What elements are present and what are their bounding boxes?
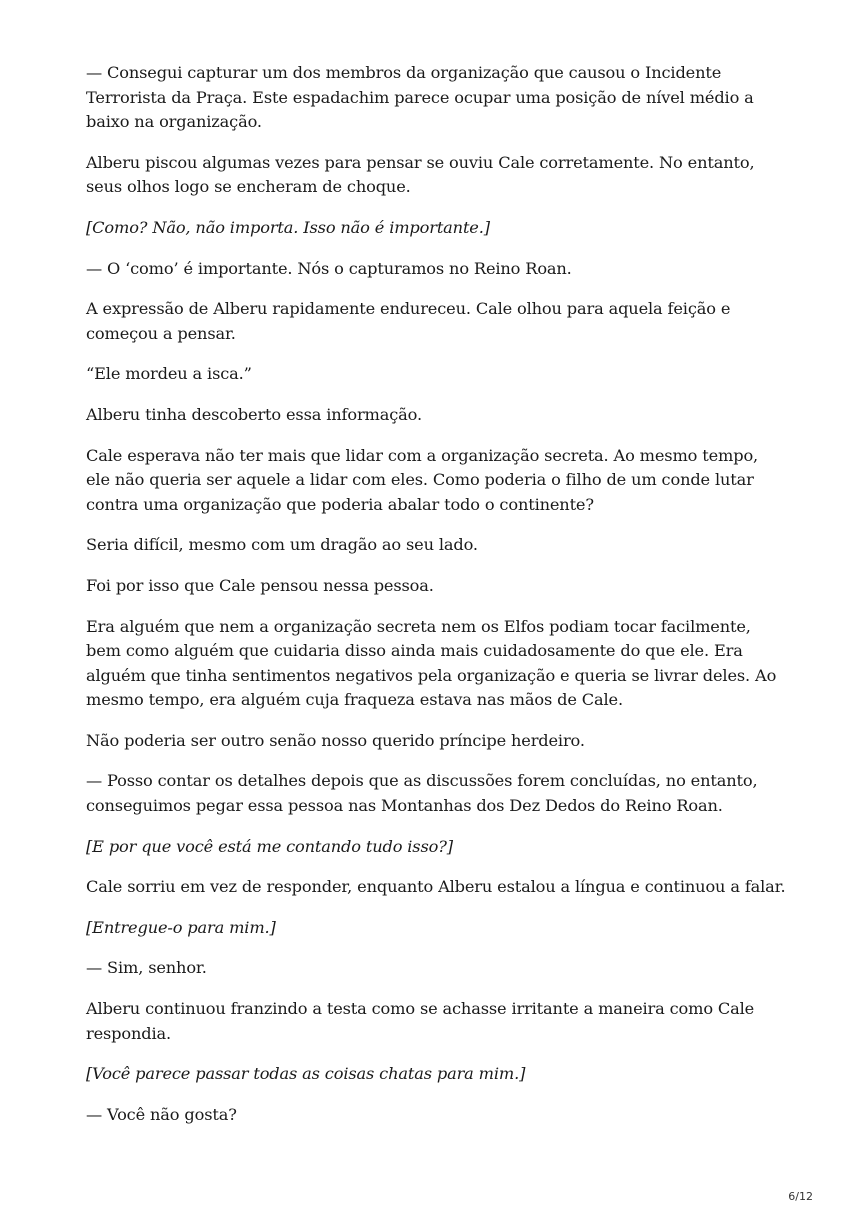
paragraph-13: — Posso contar os detalhes depois que as discussões forem concluídas, no entanto, conseguimos pegar essa pessoa nas Montanhas dos Dez Dedos do Reino Roan. <box>86 771 758 816</box>
paragraph-15: Cale sorriu em vez de responder, enquanto Alberu estalou a língua e continuou a falar. <box>86 877 786 897</box>
paragraph-12: Não poderia ser outro senão nosso querido príncipe herdeiro. <box>86 730 585 750</box>
paragraph-3-telepathy: [Como? Não, não importa. Isso não é importante.] <box>86 217 490 237</box>
paragraph-6: “Ele mordeu a isca.” <box>86 364 252 384</box>
paragraph-20: — Você não gosta? <box>86 1104 237 1124</box>
paragraph-2: Alberu piscou algumas vezes para pensar se ouviu Cale corretamente. No entanto, seus olhos logo se encheram de choque. <box>86 152 755 197</box>
document-body <box>86 61 786 1143</box>
paragraph-8: Cale esperava não ter mais que lidar com a organização secreta. Ao mesmo tempo, ele não queria ser aquele a lidar com eles. Como poderia o filho de um conde lutar contra uma organização que poderia abalar todo o continente? <box>86 445 759 514</box>
paragraph-17: — Sim, senhor. <box>86 958 207 978</box>
paragraph-18: Alberu continuou franzindo a testa como se achasse irritante a maneira como Cale respondia. <box>86 999 755 1043</box>
paragraph-9: Seria difícil, mesmo com um dragão ao seu lado. <box>86 535 478 555</box>
paragraph-5: A expressão de Alberu rapidamente endureceu. Cale olhou para aquela feição e começou a pensar. <box>86 299 731 343</box>
paragraph-1: — Consegui capturar um dos membros da organização que causou o Incidente Terrorista da Praça. Este espadachim parece ocupar uma posição de nível médio a baixo na organização. <box>86 63 754 132</box>
page-number: 6/12 <box>788 1190 813 1203</box>
paragraph-16-telepathy: [Entregue-o para mim.] <box>86 917 276 937</box>
paragraph-10: Foi por isso que Cale pensou nessa pessoa. <box>86 575 434 595</box>
paragraph-11: Era alguém que nem a organização secreta nem os Elfos podiam tocar facilmente, bem como alguém que cuidaria disso ainda mais cuidadosamente do que ele. Era alguém que tinha sentimentos negativos pela organização e queria se livrar deles. Ao mesmo tempo, era alguém cuja fraqueza estava nas mãos de Cale. <box>86 616 777 710</box>
paragraph-19-telepathy: [Você parece passar todas as coisas chatas para mim.] <box>86 1064 526 1084</box>
paragraph-7: Alberu tinha descoberto essa informação. <box>86 404 422 424</box>
paragraph-4: — O ‘como’ é importante. Nós o capturamos no Reino Roan. <box>86 258 572 278</box>
paragraph-14-telepathy: [E por que você está me contando tudo isso?] <box>86 836 453 856</box>
